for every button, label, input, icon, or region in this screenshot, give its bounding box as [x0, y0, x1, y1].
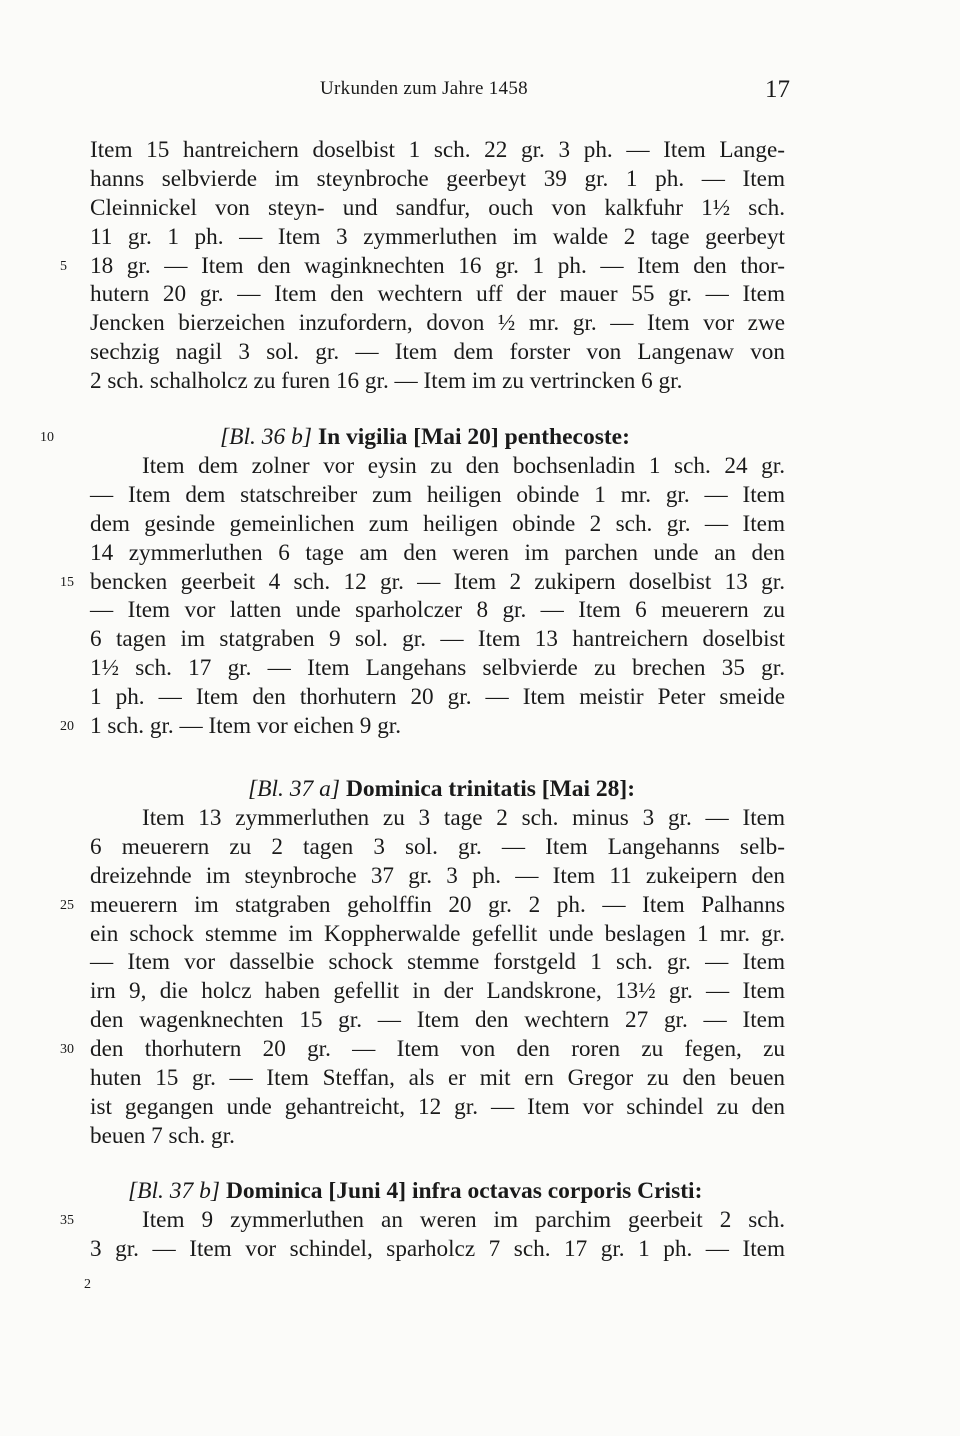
text-line: — Item vor latten unde sparholczer 8 gr. — Item 6 meuerern zu	[90, 597, 785, 624]
line-number: 20	[60, 719, 74, 735]
text-line: Item dem zolner vor eysin zu den bochsenladin 1 sch. 24 gr.	[142, 453, 785, 479]
text-line: huten 15 gr. — Item Steffan, als er mit ern Gregor zu den beuen	[90, 1065, 785, 1092]
section-title: Dominica trinitatis [Mai 28]:	[345, 776, 636, 802]
line-number: 5	[60, 258, 67, 274]
text-line: — Item vor dasselbie schock stemme forstgeld 1 sch. gr. — Item	[90, 949, 785, 976]
folio-reference: [Bl. 36 b]	[220, 424, 313, 450]
text-line: Jencken bierzeichen inzufordern, dovon ½ mr. gr. — Item vor zwe	[90, 310, 785, 337]
text-line: 5 18 gr. — Item den waginknechten 16 gr. 1 ph. — Item den thor-	[90, 252, 785, 281]
page-header	[90, 78, 790, 118]
text-line: irn 9, die holcz haben gefellit in der Landskrone, 13½ gr. — Item	[90, 978, 785, 1005]
line-number: 10	[40, 430, 54, 445]
text-line: dreizehnde im steynbroche 37 gr. 3 ph. — Item 11 zukeipern den	[90, 862, 785, 889]
paragraph-continuation	[60, 136, 785, 396]
section-corporis-cristi	[60, 1176, 785, 1264]
text-line: Item 15 hantreichern doselbist 1 sch. 22 gr. 3 ph. — Item Lange-	[90, 137, 785, 163]
text-line: Item 13 zymmerluthen zu 3 tage 2 sch. minus 3 gr. — Item	[142, 805, 785, 831]
page-number: 17	[765, 76, 790, 103]
section-trinitatis	[60, 774, 785, 1151]
text-line: den wagenknechten 15 gr. — Item den wechtern 27 gr. — Item	[90, 1007, 785, 1034]
folio-reference: [Bl. 37 b]	[128, 1178, 221, 1204]
text-line: ist gegangen unde gehantreicht, 12 gr. — Item vor schindel zu den	[90, 1093, 785, 1120]
text-line: 2 sch. schalholcz zu furen 16 gr. — Item im zu vertrincken 6 gr.	[90, 368, 683, 395]
section-penthecoste	[40, 422, 785, 741]
text-line: Cleinnickel von steyn- und sandfur, ouch von kalkfuhr 1½ sch.	[90, 194, 785, 221]
section-title: Dominica [Juni 4] infra octavas corporis Cristi:	[225, 1178, 703, 1204]
line-number: 35	[60, 1213, 74, 1228]
text-line: hanns selbvierde im steynbroche geerbeyt 39 gr. 1 ph. — Item	[90, 165, 785, 192]
section-title: In vigilia [Mai 20] penthecoste:	[317, 424, 630, 450]
text-line: sechzig nagil 3 sol. gr. — Item dem forster von Langenaw von	[90, 339, 785, 366]
text-line: 3 gr. — Item vor schindel, sparholcz 7 sch. 17 gr. 1 ph. — Item	[90, 1235, 785, 1262]
text-line: 1½ sch. 17 gr. — Item Langehans selbvierde zu brechen 35 gr.	[90, 655, 785, 682]
signature-mark: 2	[84, 1277, 91, 1292]
section-heading	[40, 422, 785, 452]
text-line: 30 den thorhutern 20 gr. — Item von den roren zu fegen, zu	[90, 1035, 785, 1064]
running-title: Urkunden zum Jahre 1458	[320, 78, 528, 99]
text-line: dem gesinde gemeinlichen zum heiligen obinde 2 sch. gr. — Item	[90, 510, 785, 537]
line-number: 25	[60, 897, 74, 913]
text-line: 20 1 sch. gr. — Item vor eichen 9 gr.	[90, 712, 785, 741]
text-line: — Item dem statschreiber zum heiligen obinde 1 mr. gr. — Item	[90, 481, 785, 508]
text-line: hutern 20 gr. — Item den wechtern uff der mauer 55 gr. — Item	[90, 281, 785, 308]
text-line: 25 meuerern im statgraben geholffin 20 gr. 2 ph. — Item Palhanns	[90, 891, 785, 920]
text-line: 15 bencken geerbeit 4 sch. 12 gr. — Item 2 zukipern doselbist 13 gr.	[90, 568, 785, 597]
text-line: 14 zymmerluthen 6 tage am den weren im parchen unde an den	[90, 539, 785, 566]
section-heading	[90, 1176, 785, 1206]
line-number: 30	[60, 1042, 74, 1058]
text-line: ein schock stemme im Koppherwalde gefellit unde beslagen 1 mr. gr.	[90, 920, 785, 947]
text-line: beuen 7 sch. gr.	[90, 1122, 235, 1149]
line-number: 15	[60, 574, 74, 590]
folio-reference: [Bl. 37 a]	[248, 776, 341, 802]
text-line: 6 tagen im statgraben 9 sol. gr. — Item 13 hantreichern doselbist	[90, 626, 785, 653]
text-line: 6 meuerern zu 2 tagen 3 sol. gr. — Item Langehanns selb-	[90, 833, 785, 860]
text-line: 35 Item 9 zymmerluthen an weren im parchim geerbeit 2 sch.	[90, 1206, 785, 1235]
text-line: 1 ph. — Item den thorhutern 20 gr. — Item meistir Peter smeide	[90, 684, 785, 711]
text-line: 11 gr. 1 ph. — Item 3 zymmerluthen im walde 2 tage geerbeyt	[90, 223, 785, 250]
section-heading	[90, 774, 785, 804]
